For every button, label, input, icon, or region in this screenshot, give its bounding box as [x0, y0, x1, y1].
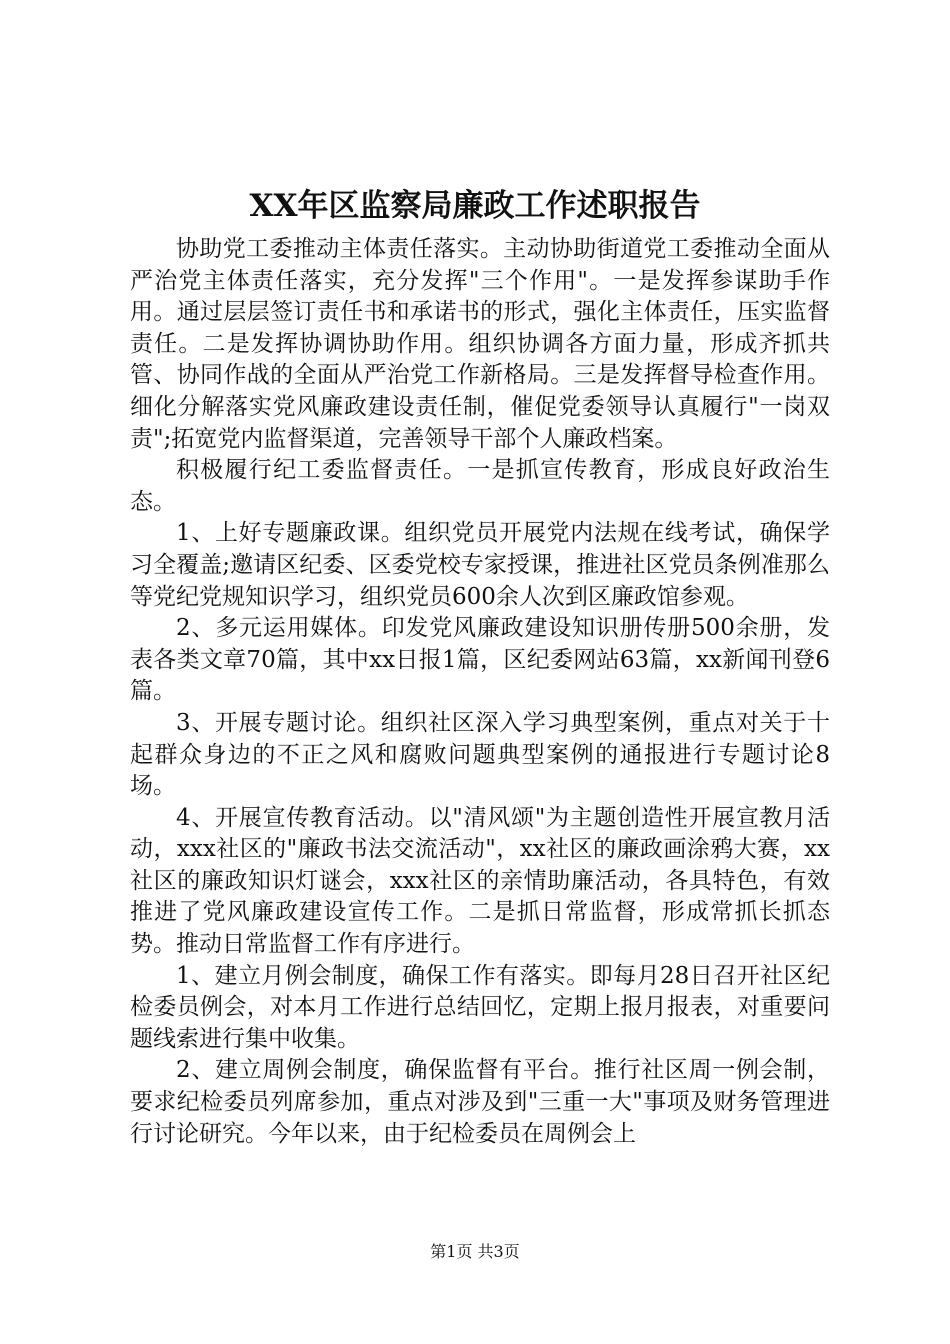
paragraph: 1、建立月例会制度，确保工作有落实。即每月28日召开社区纪检委员例会，对本月工作进行总结回忆，定期上报月报表，对重要问题线索进行集中收集。: [130, 962, 830, 1052]
document-body: [130, 234, 830, 1150]
paragraph: 2、建立周例会制度，确保监督有平台。推行社区周一例会制，要求纪检委员列席参加，重点对涉及到"三重一大"事项及财务管理进行讨论研究。今年以来，由于纪检委员在周例会上: [130, 1057, 830, 1147]
paragraph: 协助党工委推动主体责任落实。主动协助街道党工委推动全面从严治党主体责任落实，充分发挥"三个作用"。一是发挥参谋助手作用。通过层层签订责任书和承诺书的形式，强化主体责任，压实监督责任。二是发挥协调协助作用。组织协调各方面力量，形成齐抓共管、协同作战的全面从严治党工作新格局。三是发挥督导检查作用。细化分解落实党风廉政建设责任制，催促党委领导认真履行"一岗双责";拓宽党内监督渠道，完善领导干部个人廉政档案。: [130, 236, 830, 452]
page-number-footer: 第1页 共3页: [430, 1242, 520, 1261]
paragraph: 积极履行纪工委监督责任。一是抓宣传教育，形成良好政治生态。: [130, 457, 830, 515]
paragraph: 1、上好专题廉政课。组织党员开展党内法规在线考试，确保学习全覆盖;邀请区纪委、区委党校专家授课，推进社区党员条例准那么等党纪党规知识学习，组织党员600余人次到区廉政馆参观。: [130, 520, 830, 610]
document-title: XX年区监察局廉政工作述职报告: [249, 188, 701, 224]
paragraph: 4、开展宣传教育活动。以"清风颂"为主题创造性开展宣教月活动，xxx社区的"廉政书法交流活动"，xx社区的廉政画涂鸦大赛，xx社区的廉政知识灯谜会，xxx社区的亲情助廉活动，各具特色，有效推进了党风廉政建设宣传工作。二是抓日常监督，形成常抓长抓态势。推动日常监督工作有序进行。: [130, 804, 830, 958]
paragraph: 2、多元运用媒体。印发党风廉政建设知识册传册500余册，发表各类文章70篇，其中xx日报1篇，区纪委网站63篇，xx新闻刊登6篇。: [130, 615, 830, 705]
paragraph: 3、开展专题讨论。组织社区深入学习典型案例，重点对关于十起群众身边的不正之风和腐败问题典型案例的通报进行专题讨论8场。: [130, 709, 830, 800]
